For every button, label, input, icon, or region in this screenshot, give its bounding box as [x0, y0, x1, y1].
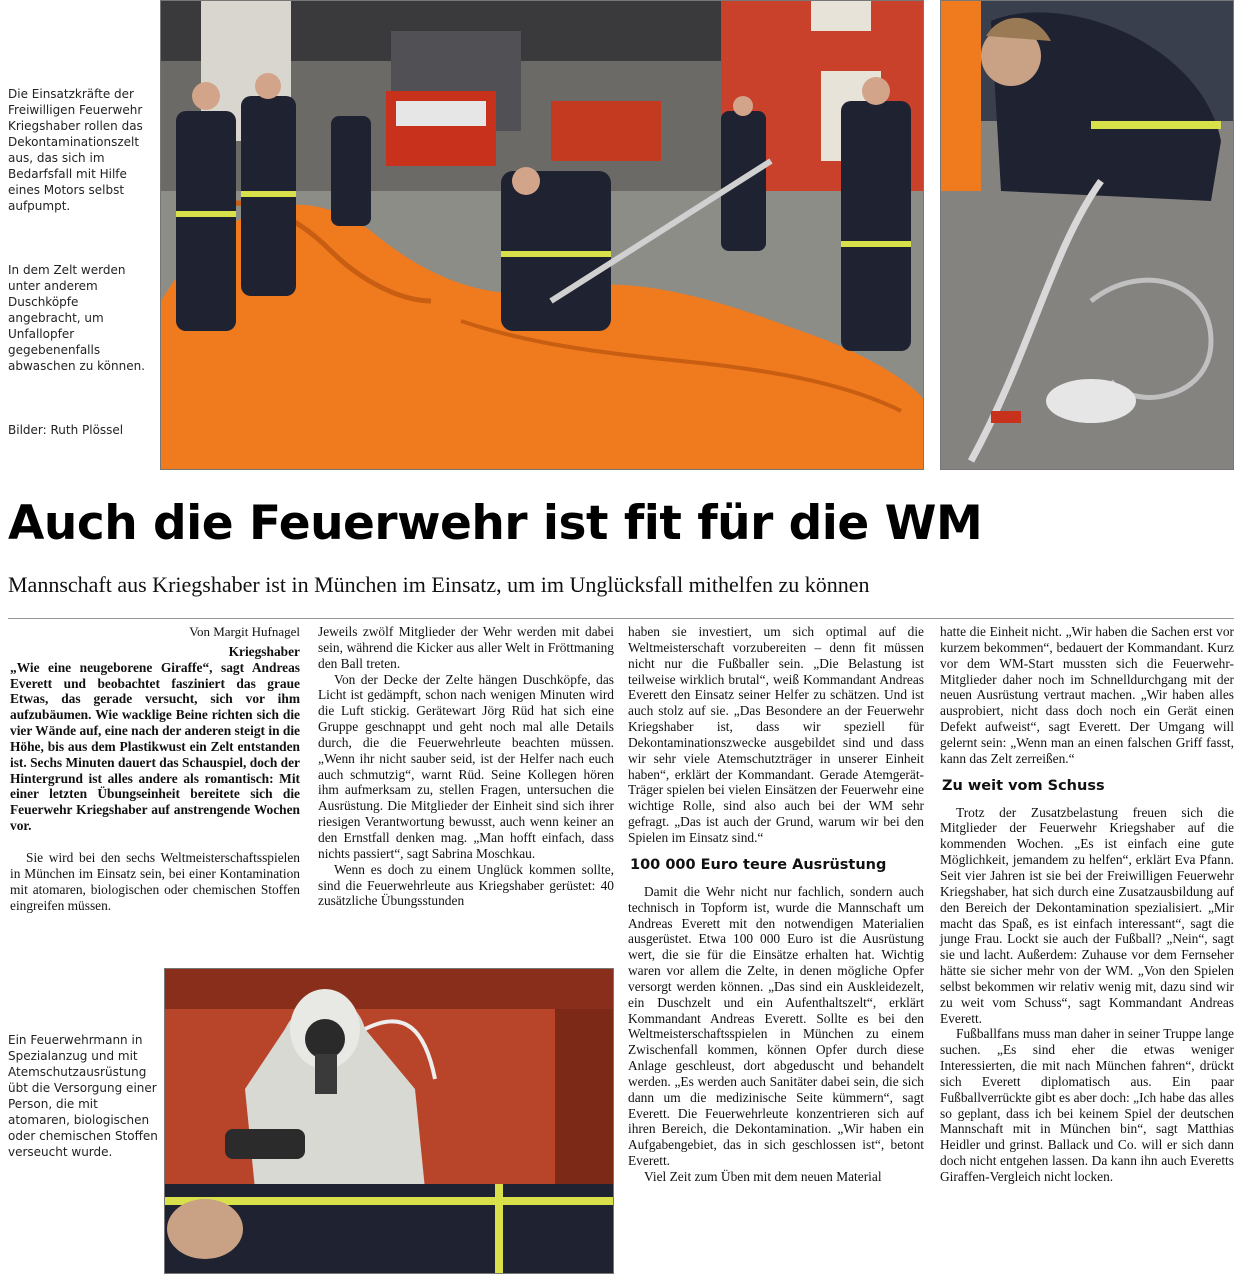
article-column-2	[318, 624, 614, 909]
bottom-photo-image	[165, 969, 614, 1274]
dateline: Kriegshaber	[228, 643, 300, 659]
caption-text-1: Die Einsatzkräfte der Freiwilligen Feuerwehr Kriegshaber rollen das Dekontaminationszelt aus, das sich im Bedarfsfall mit Hilfe eines Motors selbst aufpumpt.	[8, 87, 143, 213]
subheadline: Mannschaft aus Kriegshaber ist in München im Einsatz, um im Unglücksfall mithelfen zu können	[8, 572, 870, 597]
side-photo-image	[941, 1, 1234, 470]
paragraph: Viel Zeit zum Üben mit dem neuen Material	[644, 1169, 882, 1184]
byline: Von Margit Hufnagel	[189, 624, 300, 639]
paragraph: Wenn es doch zu einem Unglück kommen sollte, sind die Feuerwehrleute aus Kriegshaber gerüstet: 40 zusätzliche Übungsstunden	[318, 861, 614, 909]
paragraph: Von der Decke der Zelte hängen Duschköpfe, das Licht ist gedämpft, schon nach wenigen Minuten wird die Luft stickig. Gerätewart Jörg Rüd hat sich eine Gruppe geschnappt und geht noch mal alle Details durch, die die Feuerwehrleute beachten müssen. „Wenn ihr nicht sauber seid, ist der Helfer nach euch auch schmutzig“, warnt Rüd. Seine Kollegen hören ihm aufmerksam zu, stellen Fragen, untersuchen die Ausrüstung. Die Mitglieder der Einheit sind sich ihrer riesigen Verantwortung bewusst, auch wenn keiner an den Ernstfall denken mag. „Man hofft einfach, dass nichts passiert“, sagt Sabrina Moschkau.	[318, 671, 614, 861]
article-column-3	[628, 624, 924, 1185]
paragraph: Sie wird bei den sechs Weltmeisterschaftsspielen in München im Einsatz sein, bei einer Kontamination mit atomaren, biologischen oder chemischen Stoffen eingreifen müssen.	[10, 849, 300, 913]
photo-caption-top	[8, 70, 148, 454]
main-photo-image	[161, 1, 924, 470]
headline: Auch die Feuerwehr ist fit für die WM	[8, 496, 983, 551]
photo-credit: Bilder: Ruth Plössel	[8, 423, 124, 437]
article-column-4	[940, 624, 1234, 1185]
subheading-distance: Zu weit vom Schuss	[942, 777, 1105, 794]
side-photo	[940, 0, 1234, 470]
paragraph: Fußballfans muss man daher in seiner Truppe lange suchen. „Es sind eher die etwas weniger Interessierten, die mit nach München fahren“, drückt sich Everett diplomatisch aus. Ein paar Fußballverrückte gibt es aber doch: „Ich habe das alles so geplant, dass ich bei keinem Spiel der deutschen Mannschaft mit in München bin“, sagt Matthias Heidler und grinst. Ballack und Co. will er sich dann doch nicht entgehen lassen. Da kann ihn auch Everetts Giraffen-Vergleich nicht locken.	[940, 1026, 1234, 1184]
photo-caption-bottom: Ein Feuerwehrmann in Spezialanzug und mit Atemschutzausrüstung übt die Versorgung einer Person, die mit atomaren, biologischen oder chemischen Stoffen verseucht wurde.	[8, 1033, 158, 1159]
paragraph: Trotz der Zusatzbelastung freuen sich die Mitglieder der Feuerwehr Kriegshaber auf die kommenden Wochen. „Es ist einfach eine gute Möglichkeit, jemandem zu helfen“, erklärt Eva Pfann. Seit vier Jahren ist sie bei der Freiwilligen Feuerwehr Kriegshaber, hat sich durch eine Zusatzausbildung auf den Bereich der Dekontamination spezialisiert. „Mir macht das Spaß, es ist einfach interessant“, sagt die junge Frau. Lockt sie auch der Fußball? „Nein“, sagt sie und lacht. Außerdem: Zuhause vor dem Fernseher hätte sie sicher mehr von der WM. „Von den Spielen selbst bekommen wir relativ wenig mit, dazu sind wir zu weit vom Schuss“, sagt Kommandant Andreas Everett.	[940, 804, 1234, 1026]
lead-paragraph: „Wie eine neugeborene Giraffe“, sagt Andreas Everett und beobachtet fasziniert das graue Etwas, das gerade versucht, sich vor ihm aufzubäumen. Wie wacklige Beine richten sich die vier Wände auf, eine nach der anderen steigt in die Höhe, bis aus dem Plastikwust ein Zelt entstanden ist. Sechs Minuten dauert das Schauspiel, doch der Hintergrund ist alles andere als romantisch: Mit einer letzten Übungseinheit bereitete sich die Feuerwehr Kriegshaber auf anstrengende Wochen vor.	[10, 659, 300, 834]
bottom-photo	[164, 968, 614, 1274]
paragraph: haben sie investiert, um sich optimal auf die Weltmeisterschaft vorzubereiten – denn fit müssen nicht nur die Fußballer sein. „Die Belastung ist teilweise wirklich brutal“, weiß Kommandant Andreas Everett den Einsatz seiner Helfer zu schätzen. Und ist auch stolz auf sie. „Das Besondere an der Feuerwehr Kriegshaber ist, dass wir speziell für Dekontaminationszwecke ausgebildet sind und dass wir sehr viele Atemschutzträger in unserer Einheit haben“, erklärt der Kommandant. Gerade Atemgerät-Träger spielen bei vielen Einsätzen der Feuerwehr eine wichtige Rolle, sind also auch bei der WM sehr gefragt. „Das ist auch der Grund, warum wir bei den Spielen im Einsatz sind.“	[628, 624, 924, 845]
article-column-1	[10, 624, 300, 913]
main-photo	[160, 0, 924, 470]
paragraph: Damit die Wehr nicht nur fachlich, sondern auch technisch in Topform ist, wurde die Mannschaft um Andreas Everett mit den notwendigen Materialien ausgerüstet. Etwa 100 000 Euro ist die Ausrüstung wert, die sie für die Einsätze erhalten hat. Wichtig waren vor allem die Zelte, in denen mögliche Opfer versorgt werden können. „Das sind ein Auskleidezelt, ein Duschzelt und ein Aufenthaltszelt“, erklärt Kommandant Andreas Everett. Sollte es bei den Weltmeisterschaftsspielen in München zu einem Zwischenfall kommen, können Opfer durch diese Anlage geschleust, dort abgeduscht und behandelt werden. „Es werden auch Sanitäter dabei sein, die sich dann um die medizinische Seite kümmern“, sagt Everett. Die Feuerwehrleute konzentrieren sich auf ihren Bereich, die Dekontamination. „Wir haben ein Aufgabengebiet, das in sich geschlossen ist“, betont Everett.	[628, 883, 924, 1169]
subheading-equipment: 100 000 Euro teure Ausrüstung	[630, 856, 887, 873]
paragraph: Jeweils zwölf Mitglieder der Wehr werden mit dabei sein, während die Kicker aus aller Welt in Fröttmaning den Ball treten.	[318, 624, 614, 671]
separator-rule	[8, 618, 1234, 619]
paragraph: hatte die Einheit nicht. „Wir haben die Sachen erst vor kurzem bekommen“, bedauert der Kommandant. Kurz vor dem WM-Start mussten sich die Feuerwehr-Mitglieder daher noch im Schnelldurchgang mit der neuen Ausrüstung vertraut machen. „Wir haben alles ausprobiert, nicht dass doch noch ein Gerät einen Defekt aufweist“, sagt Everett. Der Umgang will gelernt sein: „Wenn man an einen falschen Griff fasst, kann das Zelt zerreißen.“	[940, 624, 1234, 766]
caption-text-2: In dem Zelt werden unter anderem Duschköpfe angebracht, um Unfallopfer gegebenenfalls abwaschen zu können.	[8, 263, 145, 373]
